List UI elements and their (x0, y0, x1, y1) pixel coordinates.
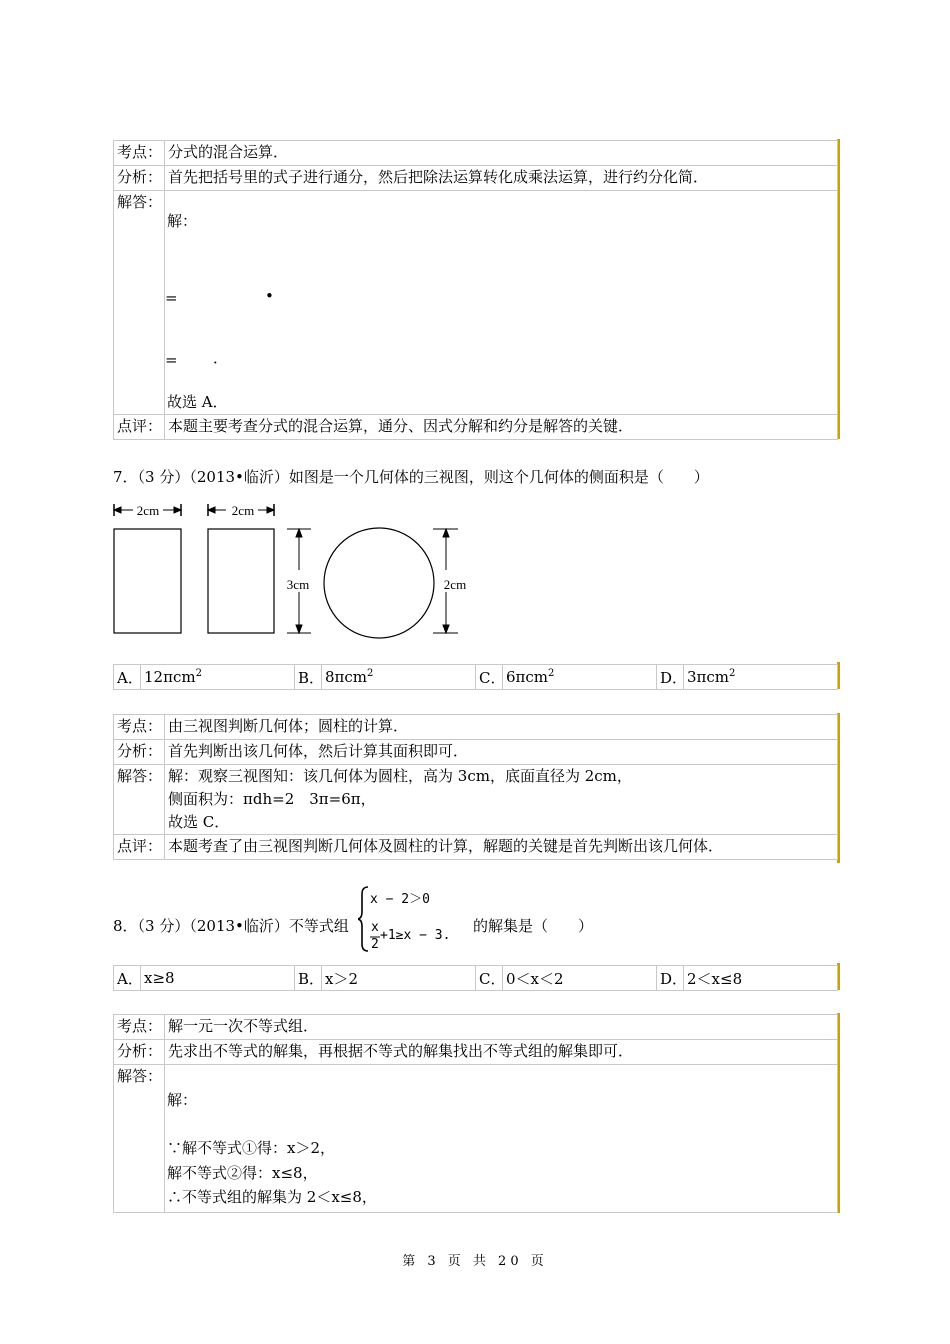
option-letter: B． (295, 966, 322, 991)
dim-label-diameter: 2cm (443, 577, 467, 592)
fenxi-text: 首先把括号里的式子进行通分，然后把除法运算转化成乘法运算，进行约分化简． (165, 166, 838, 191)
inequality-line-2: +1≥x − 3. (380, 928, 451, 943)
dianping-text: 本题主要考查分式的混合运算，通分、因式分解和约分是解答的关键． (165, 415, 838, 440)
jieda-line: 故选 A． (167, 393, 228, 411)
kaodian-label: 考点： (114, 1015, 165, 1040)
option-c[interactable]: 0＜x＜2 (503, 966, 657, 991)
option-letter: D． (657, 966, 684, 991)
q7-analysis-table (113, 714, 838, 860)
jieda-label: 解答： (114, 1065, 165, 1213)
option-d[interactable]: 2＜x≤8 (684, 966, 838, 991)
jieda-content (165, 1065, 838, 1213)
option-letter: C． (476, 665, 503, 690)
q8-analysis-table (113, 1014, 838, 1213)
fenxi-label: 分析： (114, 1040, 165, 1065)
jieda-line: = (165, 289, 178, 307)
kaodian-text: 由三视图判断几何体；圆柱的计算． (165, 715, 838, 740)
jieda-label: 解答： (114, 765, 165, 835)
option-letter: A． (114, 665, 141, 690)
multiply-dot: • (265, 287, 274, 305)
fenxi-label: 分析： (114, 740, 165, 765)
jieda-line: = (165, 351, 178, 369)
kaodian-label: 考点： (114, 715, 165, 740)
side-view-rect (208, 529, 274, 633)
kaodian-label: 考点： (114, 141, 165, 166)
jieda-line: ∴不等式组的解集为 2＜x≤8， (167, 1188, 377, 1206)
jieda-line: 侧面积为：πdh=2 3π=6π， (168, 790, 376, 808)
jieda-content (165, 191, 838, 415)
front-view-rect (114, 529, 181, 633)
q7-options (113, 664, 838, 690)
dianping-text: 本题考查了由三视图判断几何体及圆柱的计算，解题的关键是首先判断出该几何体． (165, 835, 838, 860)
option-b[interactable]: x＞2 (322, 966, 476, 991)
q8-options (113, 965, 838, 991)
q8-question-suffix: 的解集是（ ） (473, 917, 594, 935)
kaodian-text: 分式的混合运算． (165, 141, 838, 166)
jieda-label: 解答： (114, 191, 165, 415)
jieda-line: 解： (167, 1091, 198, 1109)
jieda-content (165, 765, 838, 835)
dianping-label: 点评： (114, 415, 165, 440)
jieda-line: 解：观察三视图知：该几何体为圆柱，高为 3cm，底面直径为 2cm， (168, 767, 632, 785)
fenxi-text: 首先判断出该几何体，然后计算其面积即可． (165, 740, 838, 765)
fenxi-text: 先求出不等式的解集，再根据不等式的解集找出不等式组的解集即可． (165, 1040, 838, 1065)
fraction-numerator: x (371, 920, 379, 935)
q6-analysis-table (113, 140, 838, 440)
dianping-label: 点评： (114, 835, 165, 860)
dim-label-width-2: 2cm (231, 503, 255, 518)
page-footer: 第 3 页 共 20 页 (402, 1254, 548, 1269)
fenxi-label: 分析： (114, 166, 165, 191)
option-a[interactable]: x≥8 (141, 966, 295, 991)
dim-label-height: 3cm (286, 577, 310, 592)
three-view-figure (113, 498, 473, 643)
option-b[interactable]: 8πcm$^2$ (322, 665, 476, 690)
option-d[interactable]: 3πcm$^2$ (684, 665, 838, 690)
option-letter: C． (476, 966, 503, 991)
top-view-circle (324, 528, 434, 638)
dim-label-width-1: 2cm (136, 503, 160, 518)
option-letter: D． (657, 665, 684, 690)
inequality-line-1: x − 2＞0 (370, 892, 430, 907)
fraction-denominator: 2 (371, 937, 379, 952)
jieda-line: 故选 C． (168, 813, 230, 831)
option-a[interactable]: 12πcm$^2$ (141, 665, 295, 690)
option-c[interactable]: 6πcm$^2$ (503, 665, 657, 690)
jieda-line: 解不等式②得：x≤8， (167, 1164, 318, 1182)
q8-question-prefix: 8．（3 分）（2013•临沂）不等式组 (113, 917, 349, 935)
inequality-system (358, 884, 458, 954)
jieda-period: ． (213, 349, 229, 367)
option-letter: B． (295, 665, 322, 690)
jieda-line: 解： (167, 212, 198, 230)
kaodian-text: 解一元一次不等式组． (165, 1015, 838, 1040)
option-letter: A． (114, 966, 141, 991)
jieda-line: ∵解不等式①得：x＞2， (167, 1139, 336, 1157)
q7-question: 7．（3 分）（2013•临沂）如图是一个几何体的三视图，则这个几何体的侧面积是（ ） (113, 468, 709, 486)
